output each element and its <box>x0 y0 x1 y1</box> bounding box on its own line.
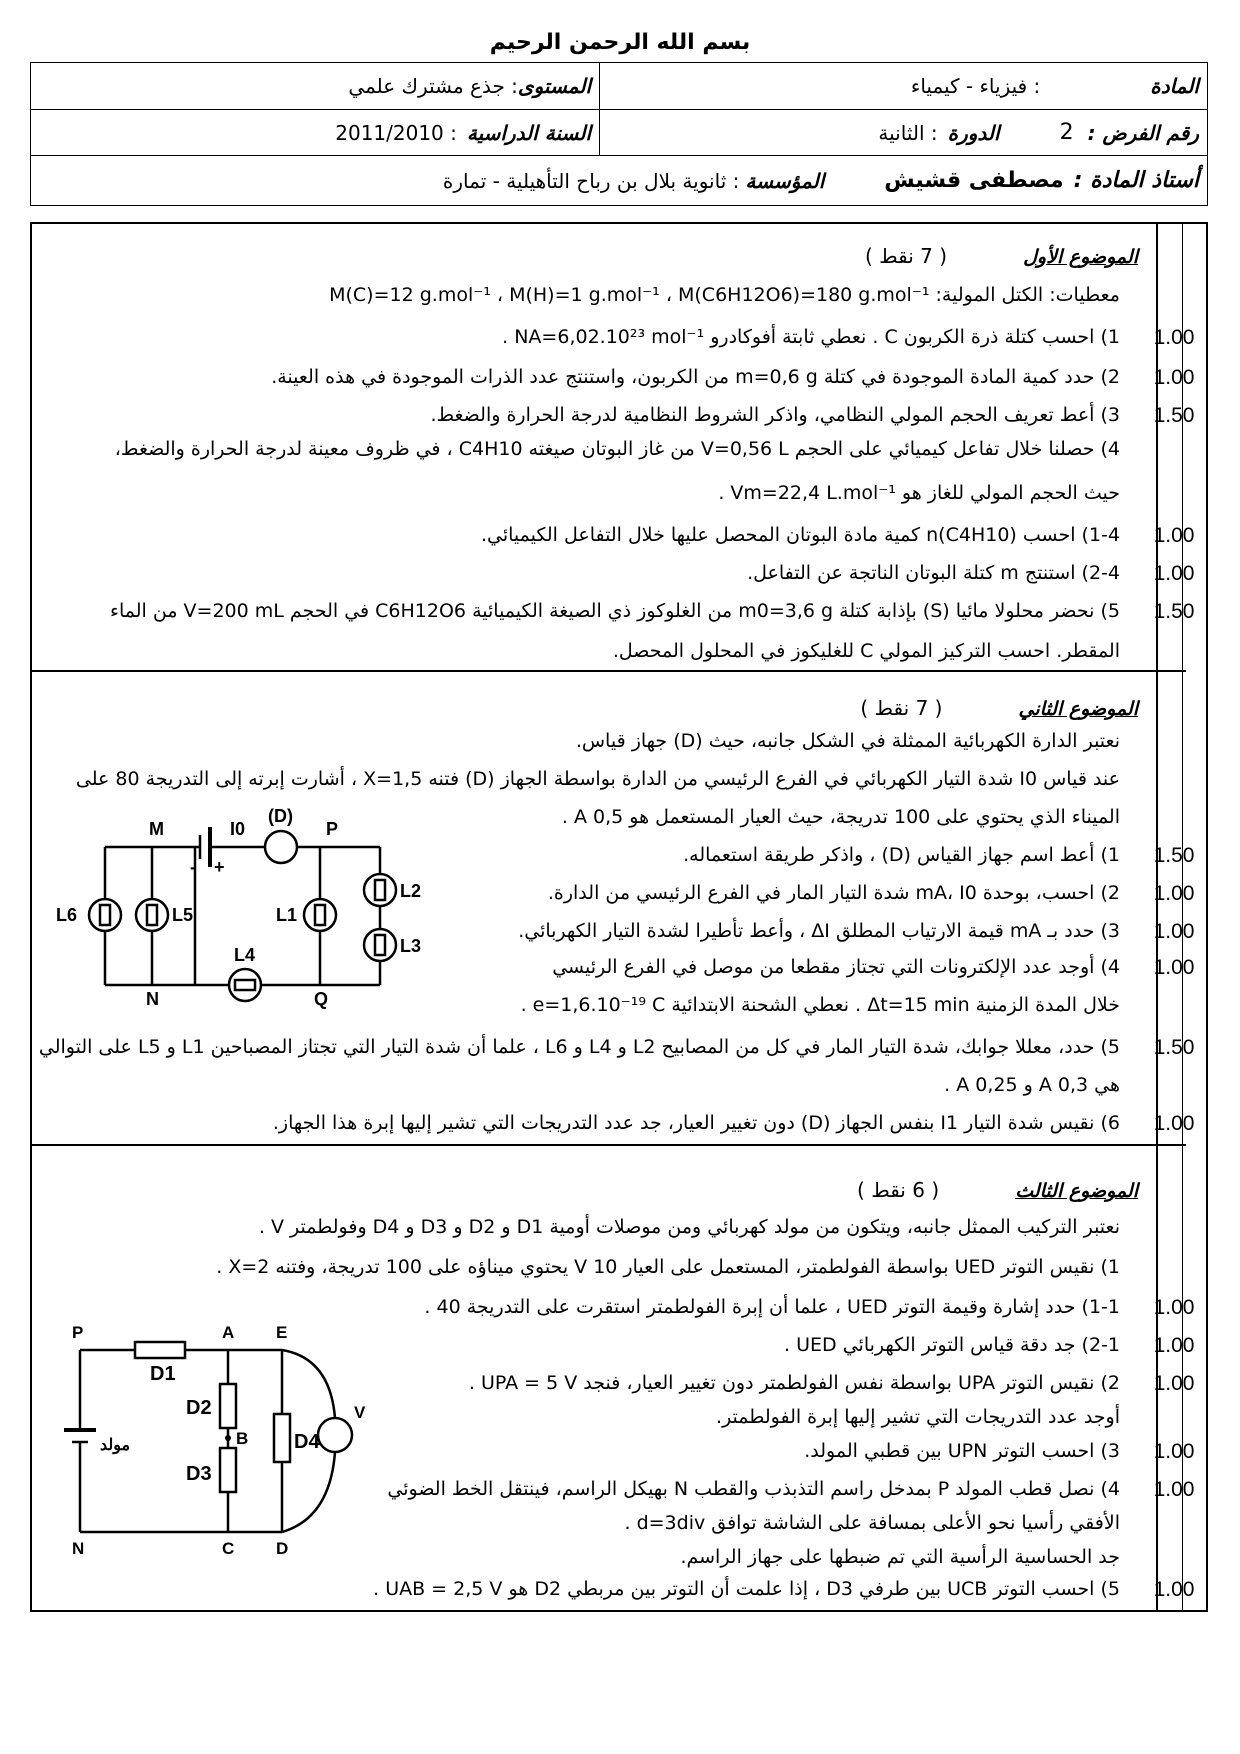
circuit1-q-label: Q <box>314 989 329 1009</box>
subject-label: المادة <box>1150 74 1199 98</box>
section-2-title: الموضوع الثاني <box>1018 698 1138 720</box>
subject-cell <box>639 63 1199 109</box>
session-value: : الثانية <box>878 120 938 145</box>
level-label: المستوى <box>517 74 591 98</box>
section-2-mark-9: 1.50 <box>1153 1036 1195 1059</box>
circuit2-d2-label: D2 <box>186 1397 212 1419</box>
section-2-line-10: هي 0,3 A و 0,25 A . <box>944 1074 1120 1096</box>
year-value: : 2011/2010 <box>335 120 457 145</box>
section-1-mark-4: 1.50 <box>1153 404 1195 427</box>
header-table <box>30 62 1208 206</box>
bismillah-title: بسم الله الرحمن الرحيم <box>489 30 751 55</box>
circuit2-b-label: B <box>236 1429 249 1448</box>
circuit2-d1-label: D1 <box>150 1363 176 1385</box>
section-2-line-6: 3) حدد بـ mA قيمة الارتياب المطلق ΔI ، وأعط تأطيرا لشدة التيار الكهربائي. <box>518 920 1120 942</box>
teacher-name: مصطفى قشيش <box>884 168 1064 193</box>
section-3-mark-8: 1.00 <box>1153 1478 1195 1501</box>
section-3-line-9: الأفقي رأسيا نحو الأعلى بمسافة على الشاشة توافق d=3div . <box>624 1512 1120 1534</box>
section-1-line-1: معطيات: الكتل المولية: M(C)=12 g.mol⁻¹ ، M(H)=1 g.mol⁻¹ ، M(C6H12O6)=180 g.mol⁻¹ <box>329 284 1120 306</box>
section-3-line-8: 4) نصل قطب المولد P بمدخل راسم التذبذب والقطب N بهيكل الراسم، فينتقل الخط الضوئي <box>387 1478 1120 1500</box>
circuit2-p-label: P <box>72 1323 84 1342</box>
school-value: : ثانوية بلال بن رباح التأهيلية - تمارة <box>442 168 740 193</box>
teacher-label: أستاذ المادة : <box>1073 168 1199 193</box>
section-1-mark-7: 1.00 <box>1153 524 1195 547</box>
section-3-line-5: 2) نقيس التوتر UPA بواسطة نفس الفولطمتر دون تغيير العيار، فنجد UPA = 5 V . <box>468 1372 1120 1394</box>
section-1-line-7: 1-4) احسب n(C4H10) كمية مادة البوتان المحصل عليها خلال التفاعل الكيميائي. <box>480 524 1120 546</box>
section-2-line-8: خلال المدة الزمنية Δt=15 min . نعطي الشحنة الابتدائية e=1,6.10⁻¹⁹ C . <box>520 994 1120 1016</box>
section-1-mark-3: 1.00 <box>1153 366 1195 389</box>
subject-value: : فيزياء - كيمياء <box>910 74 1041 98</box>
section-1-title: الموضوع الأول <box>1023 246 1138 268</box>
section-2-line-11: 6) نقيس شدة التيار I1 بنفس الجهاز (D) دون تغيير العيار، جد عدد التدريجات التي تشير إليها إبرة هذا الجهاز. <box>272 1112 1120 1134</box>
marks-column-divider <box>1156 224 1158 1610</box>
section-2-line-5: 2) احسب، بوحدة mA، I0 شدة التيار المار في الفرع الرئيسي من الدارة. <box>547 882 1120 904</box>
section-3-line-6: أوجد عدد التدريجات التي تشير إليها إبرة الفولطمتر. <box>716 1406 1120 1428</box>
session-label: الدورة <box>947 120 1000 145</box>
section-1-line-2: 1) احسب كتلة ذرة الكربون C . نعطي ثابتة أفوكادرو NA=6,02.10²³ mol⁻¹ . <box>502 326 1120 348</box>
header-row-3 <box>31 155 1207 205</box>
section-2-mark-6: 1.00 <box>1153 920 1195 943</box>
circuit1-minus-label: - <box>190 857 196 877</box>
section-1-mark-8: 1.00 <box>1153 562 1195 585</box>
section-3-points: ( 6 نقط ) <box>857 1178 940 1202</box>
circuit1-plus-label: + <box>214 857 225 877</box>
section-3-title: الموضوع الثالث <box>1015 1180 1138 1202</box>
section-3-mark-4: 1.00 <box>1153 1334 1195 1357</box>
section-3-line-2: 1) نقيس التوتر UED بواسطة الفولطمتر، المستعمل على العيار 10 V يحتوي ميناؤه على 100 تدريجة، وفتنه X=2 . <box>216 1256 1120 1278</box>
circuit1-l2-label: L2 <box>400 881 422 901</box>
section-1-line-4: 3) أعط تعريف الحجم المولي النظامي، واذكر الشروط النظامية لدرجة الحرارة والضغط. <box>430 404 1120 426</box>
section-2-mark-7: 1.00 <box>1153 956 1195 979</box>
section-2-mark-4: 1.50 <box>1153 844 1195 867</box>
section-3-line-7: 3) احسب التوتر UPN بين قطبي المولد. <box>804 1440 1120 1462</box>
section-3-line-1: نعتبر التركيب الممثل جانبه، ويتكون من مولد كهربائي ومن موصلات أومية D1 و D2 و D3 و D4 وفولطمتر V . <box>258 1216 1120 1238</box>
section-2-line-4: 1) أعط اسم جهاز القياس (D) ، واذكر طريقة استعماله. <box>683 844 1120 866</box>
section-3-mark-11: 1.00 <box>1153 1578 1195 1601</box>
section-3-line-3: 1-1) حدد إشارة وقيمة التوتر UED ، علما أن إبرة الفولطمتر استقرت على التدريجة 40 . <box>424 1296 1120 1318</box>
section-3-heading <box>857 1178 1138 1202</box>
circuit2-e-label: E <box>276 1323 288 1342</box>
section-1-line-5: 4) حصلنا خلال تفاعل كيميائي على الحجم V=0,56 L من غاز البوتان صيغته C4H10 ، في ظروف معينة لدرجة الحرارة والضغط، <box>114 438 1120 460</box>
circuit1-n-label: N <box>146 989 159 1009</box>
circuit1-m-label: M <box>149 819 164 839</box>
section-1-line-6: حيث الحجم المولي للغاز هو Vm=22,4 L.mol⁻¹ . <box>718 482 1120 504</box>
section-2-line-7: 4) أوجد عدد الإلكترونات التي تجتاز مقطعا من موصل في الفرع الرئيسي <box>552 956 1120 978</box>
section-1-mark-9: 1.50 <box>1153 600 1195 623</box>
circuit-diagram-resistors <box>60 1318 380 1558</box>
level-cell <box>71 63 591 109</box>
section-1-line-3: 2) حدد كمية المادة الموجودة في كتلة m=0,6 g من الكربون، واستنتج عدد الذرات الموجودة في هذه العينة. <box>271 366 1120 388</box>
section-2-points: ( 7 نقط ) <box>860 696 943 720</box>
circuit1-l3-label: L3 <box>400 936 422 956</box>
section-1-line-9: 5) نحضر محلولا مائيا (S) بإذابة كتلة m0=3,6 g من الغلوكوز ذي الصيغة الكيميائية C6H12O6 في الحجم V=200 mL من الماء <box>110 600 1120 622</box>
circuit1-p-label: P <box>326 819 339 839</box>
section-2-line-1: نعتبر الدارة الكهربائية الممثلة في الشكل جانبه، حيث (D) جهاز قياس. <box>575 730 1120 752</box>
circuit1-d-label: (D) <box>268 806 293 826</box>
circuit2-d3-label: D3 <box>186 1463 212 1485</box>
section-3-line-10: جد الحساسية الرأسية التي تم ضبطها على جهاز الراسم. <box>680 1546 1120 1568</box>
section-2-heading <box>860 696 1138 720</box>
circuit1-l4-label: L4 <box>234 945 256 965</box>
level-value: : جذع مشترك علمي <box>348 74 518 98</box>
section-3-mark-7: 1.00 <box>1153 1440 1195 1463</box>
circuit2-v-label: V <box>354 1403 366 1422</box>
teacher-cell <box>49 156 1199 205</box>
circuit1-l1-label: L1 <box>276 905 298 925</box>
school-label: المؤسسة <box>745 168 825 193</box>
section-3-mark-5: 1.00 <box>1153 1372 1195 1395</box>
circuit-diagram-lamps <box>50 805 430 1015</box>
section-1-points: ( 7 نقط ) <box>864 244 948 268</box>
year-label: السنة الدراسية <box>466 120 591 145</box>
marks-column-divider-2 <box>1182 224 1183 1610</box>
section-3-line-11: 5) احسب التوتر UCB بين طرفي D3 ، إذا علمت أن التوتر بين مربطي D2 هو UAB = 2,5 V . <box>373 1578 1120 1600</box>
circuit2-generator-label: مولد <box>100 1437 131 1454</box>
circuit2-c-label: C <box>222 1539 235 1558</box>
test-number-label: رقم الفرض : <box>1087 120 1199 145</box>
section-2-line-2: عند قياس I0 شدة التيار الكهربائي في الفرع الرئيسي من الدارة بواسطة الجهاز (D) فتنه X=1,5 ، أشارت إبرته إلى التدريجة 80 على <box>75 768 1120 790</box>
section-3-mark-3: 1.00 <box>1153 1296 1195 1319</box>
section-3-line-4: 2-1) جد دقة قياس التوتر الكهربائي UED . <box>784 1334 1120 1356</box>
section-separator-1 <box>32 670 1186 672</box>
test-number-value: 2 <box>1059 120 1074 145</box>
circuit1-l6-label: L6 <box>56 905 78 925</box>
section-2-mark-11: 1.00 <box>1153 1112 1195 1135</box>
section-2-mark-5: 1.00 <box>1153 882 1195 905</box>
circuit2-a-label: A <box>222 1323 235 1342</box>
section-1-heading <box>865 244 1138 268</box>
header-row-2 <box>31 109 1207 155</box>
section-separator-2 <box>32 1144 1186 1146</box>
section-1-line-8: 2-4) استنتج m كتلة البوتان الناتجة عن التفاعل. <box>747 562 1120 584</box>
year-cell <box>71 110 591 155</box>
circuit1-i0-label: I0 <box>230 819 246 839</box>
header-row-1 <box>31 63 1207 109</box>
circuit2-n-label: N <box>72 1539 85 1558</box>
test-number-cell <box>639 110 1199 155</box>
section-2-line-3: الميناء الذي يحتوي على 100 تدريجة، حيث العيار المستعمل هو 0,5 A . <box>561 806 1120 828</box>
section-1-line-10: المقطر. احسب التركيز المولي C للغليكوز في المحلول المحصل. <box>612 640 1120 662</box>
circuit2-d-label: D <box>276 1539 289 1558</box>
section-1-mark-2: 1.00 <box>1153 326 1195 349</box>
circuit1-l5-label: L5 <box>172 905 194 925</box>
section-2-line-9: 5) حدد، معللا جوابك، شدة التيار المار في كل من المصابيح L2 و L4 و L6 ، علما أن شدة التيار التي تجتاز المصباحين L1 و L5 على التوالي <box>38 1036 1120 1058</box>
circuit2-d4-label: D4 <box>294 1431 320 1453</box>
